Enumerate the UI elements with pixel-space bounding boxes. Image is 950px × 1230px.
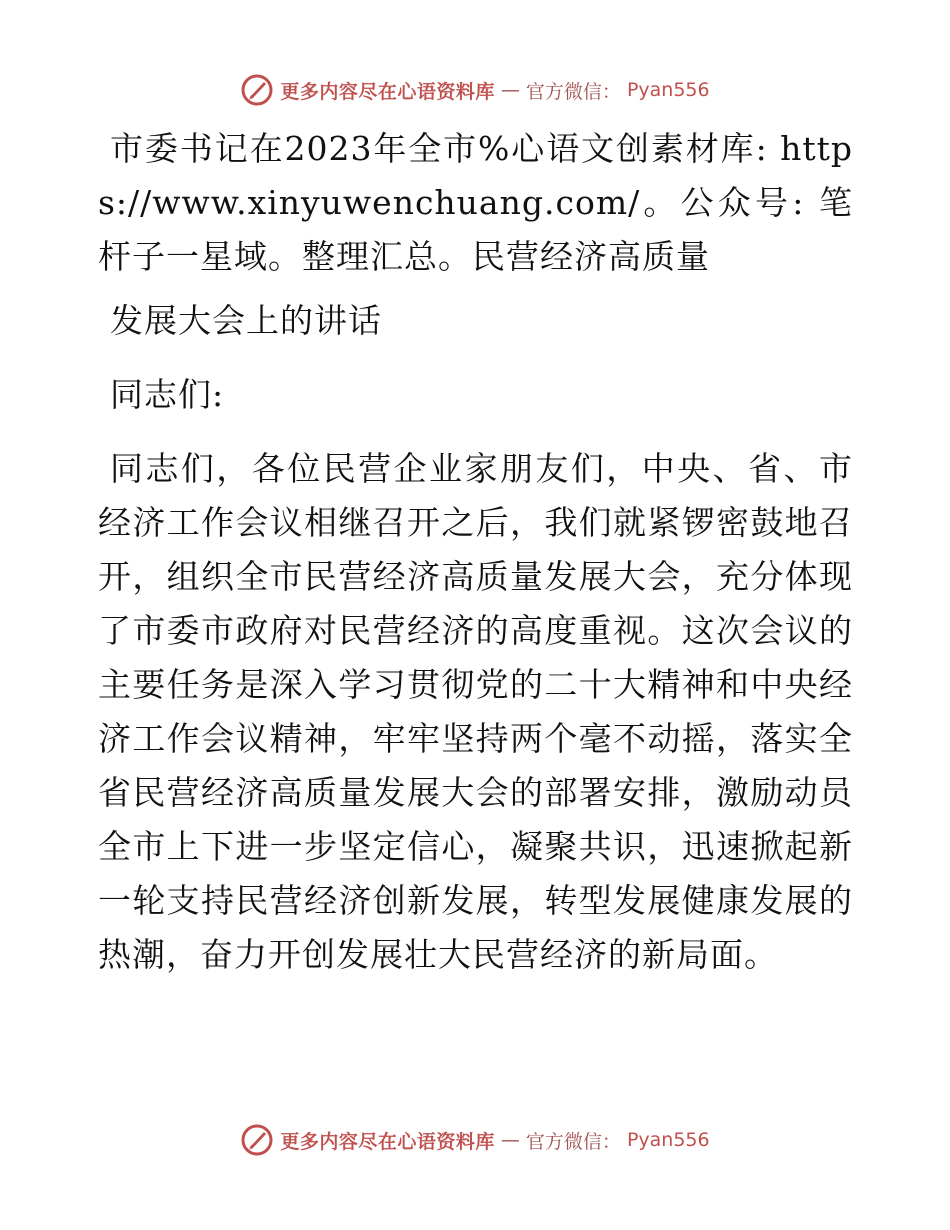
salutation: 同志们: (110, 375, 225, 414)
banner-wechat-label: 官方微信： (525, 80, 621, 103)
banner-dash: — (500, 79, 520, 101)
quill-pen-icon (240, 1123, 274, 1157)
banner-main-text: 更多内容尽在心语资料库 (280, 1130, 495, 1153)
banner-dash: — (500, 1129, 520, 1151)
header-banner (0, 70, 950, 110)
banner-main-text: 更多内容尽在心语资料库 (280, 80, 495, 103)
banner-wechat-id: Pyan556 (626, 79, 710, 101)
document-intro: 市委书记在2023年全市%心语文创素材库: https://www.xinyuwenchuang.com/。公众号: 笔杆子一星域。整理汇总。民营经济高质量 (98, 129, 853, 276)
banner-wechat-label: 官方微信： (525, 1130, 621, 1153)
footer-banner (0, 1120, 950, 1160)
quill-pen-icon (240, 73, 274, 107)
banner-wechat-id: Pyan556 (626, 1129, 710, 1151)
document-body (98, 122, 853, 982)
document-title-continued: 发展大会上的讲话 (110, 301, 382, 340)
speech-paragraph: 同志们，各位民营企业家朋友们，中央、省、市经济工作会议相继召开之后，我们就紧锣密鼓地召开，组织全市民营经济高质量发展大会，充分体现了市委市政府对民营经济的高度重视。这次会议的主要任务是深入学习贯彻党的二十大精神和中央经济工作会议精神，牢牢坚持两个毫不动摇，落实全省民营经济高质量发展大会的部署安排，激励动员全市上下进一步坚定信心，凝聚共识，迅速掀起新一轮支持民营经济创新发展，转型发展健康发展的热潮，奋力开创发展壮大民营经济的新局面。 (98, 449, 853, 974)
